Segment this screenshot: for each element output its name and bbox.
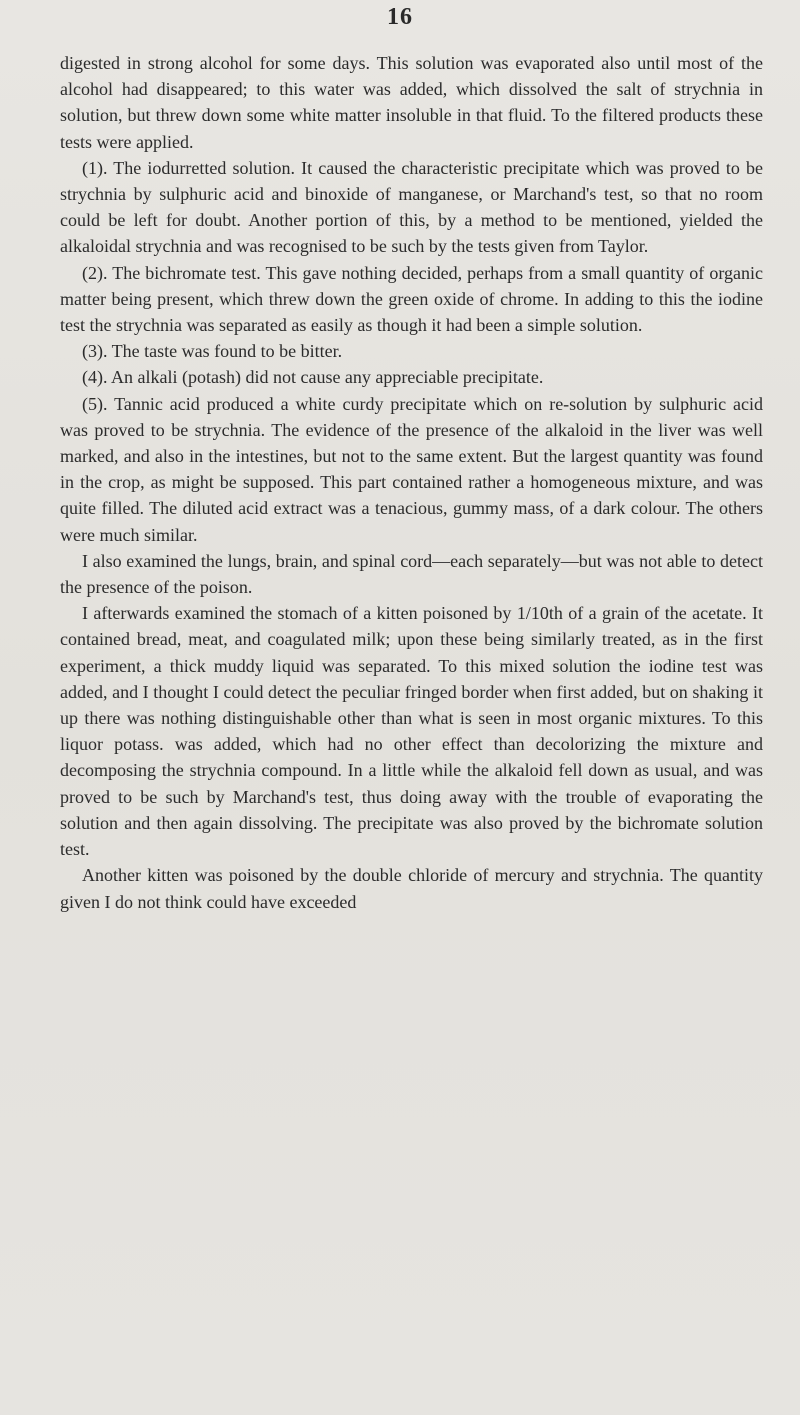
page-number: 16 xyxy=(387,4,413,30)
paragraph-test-5-tannic-acid: (5). Tannic acid produced a white curdy precipitate which on re-solution by sulphuric acid was proved to be strychnia. The evidence of the presence of the alkaloid in the liver was well marked, and also in the intestines, but not to the same extent. But the largest quantity was found in the crop, as might be supposed. This part contained rather a homogeneous mixture, and was quite filled. The diluted acid extract was a tenacious, gummy mass, of a dark colour. The others were much similar. xyxy=(60,393,763,545)
paragraph-another-kitten: Another kitten was poisoned by the double chloride of mercury and strychnia. The quantity given I do not think could have exceeded xyxy=(60,865,763,912)
paragraph-kitten-stomach: I afterwards examined the stomach of a kitten poisoned by 1/10th of a grain of the acetate. It contained bread, meat, and coagulated milk; upon these being similarly treated, as in the first experiment, a thick muddy liquid was separated. To this mixed solution the iodine test was added, and I thought I could detect the peculiar fringed border when first added, but on shaking it up there was nothing distinguishable other than what is seen in most organic mixtures. To this liquor potass. was added, which had no other effect than decolorizing the mixture and decomposing the strychnia compound. In a little while the alkaloid fell down as usual, and was proved to be such by Marchand's test, thus doing away with the trouble of evaporating the solution and then again dissolving. The precipitate was also proved by the bichromate solution test. xyxy=(60,603,763,860)
paragraph-continuation: digested in strong alcohol for some days. This solution was evaporated also until most of the alcohol had disappeared; to this water was added, which dissolved the salt of strychnia in solution, but threw down some white matter insoluble in that fluid. To the filtered products these tests were applied. xyxy=(60,53,763,152)
paragraph-lungs-brain: I also examined the lungs, brain, and spinal cord—each separately—but was not able to detect the presence of the poison. xyxy=(60,550,763,598)
paragraph-test-3-taste: (3). The taste was found to be bitter. xyxy=(82,341,343,362)
paragraph-test-1-iodurretted: (1). The iodurretted solution. It caused the characteristic precipitate which was proved to be strychnia by sulphuric acid and binoxide of manganese, or Marchand's test, so that no room could be left for doubt. Another portion of this, by a method to be mentioned, yielded the alkaloidal strychnia and was recognised to be such by the tests given from Taylor. xyxy=(60,157,763,257)
body-text xyxy=(60,50,763,915)
paragraph-test-4-alkali: (4). An alkali (potash) did not cause any appreciable precipitate. xyxy=(82,367,544,388)
paragraph-test-2-bichromate: (2). The bichromate test. This gave nothing decided, perhaps from a small quantity of organic matter being present, which threw down the green oxide of chrome. In adding to this the iodine test the strychnia was separated as easily as though it had been a simple solution. xyxy=(60,262,763,336)
